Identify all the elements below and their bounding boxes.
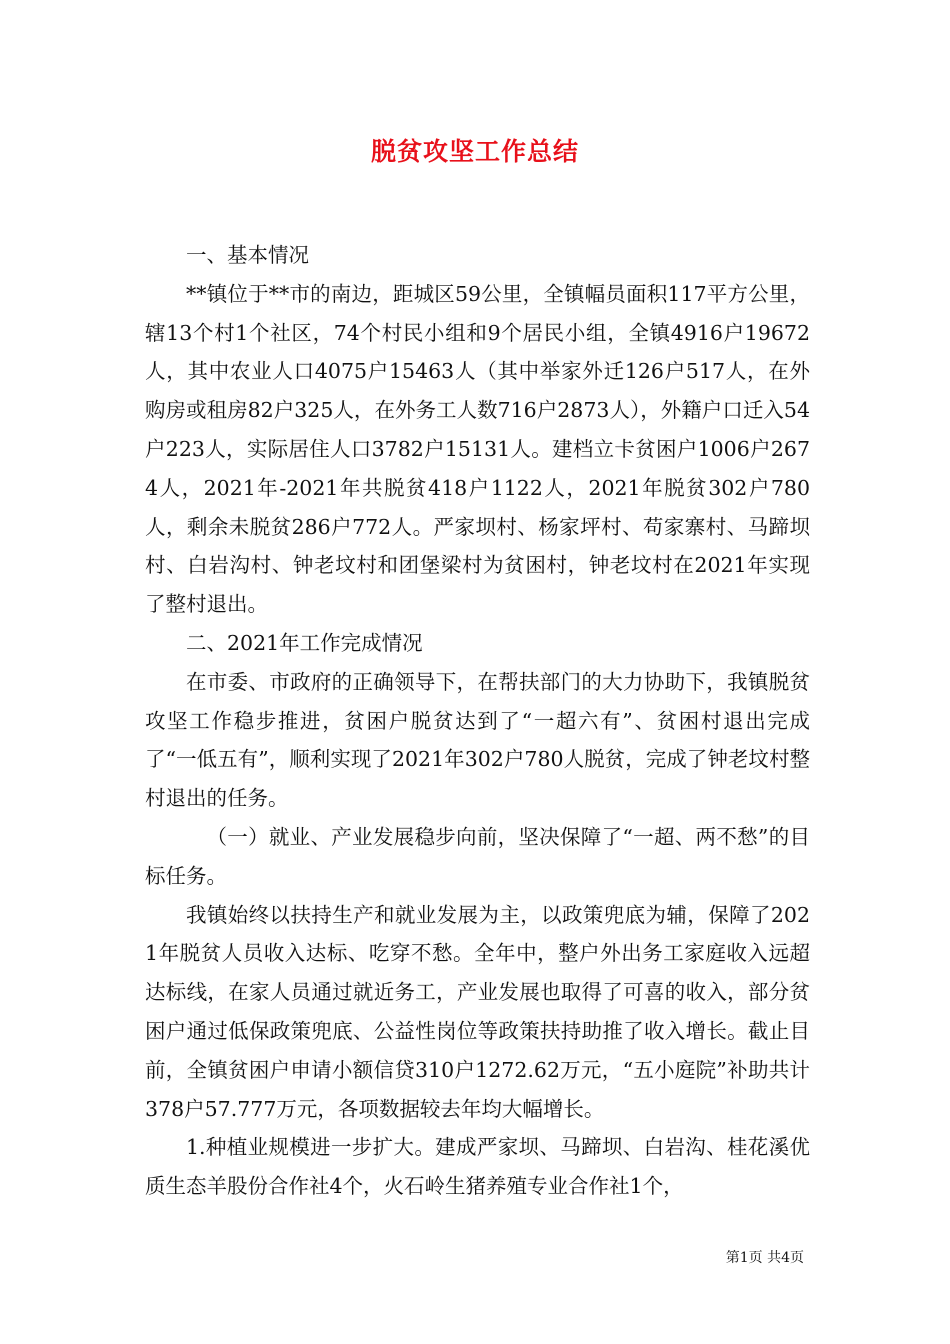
section-heading-2021: 二、2021年工作完成情况 xyxy=(186,630,423,655)
document-body xyxy=(145,236,810,1206)
section-heading-basic: 一、基本情况 xyxy=(186,243,309,267)
document-title: 脱贫攻坚工作总结 xyxy=(370,137,579,166)
paragraph-planting: 1.种植业规模进一步扩大。建成严家坝、马蹄坝、白岩沟、桂花溪优质生态羊股份合作社4个，火石岭生猪养殖专业合作社1个， xyxy=(145,1135,810,1199)
paragraph-employment: 我镇始终以扶持生产和就业发展为主，以政策兜底为辅，保障了2021年脱贫人员收入达标、吃穿不愁。全年中，整户外出务工家庭收入远超达标线，在家人员通过就近务工，产业发展也取得了可喜的收入，部分贫困户通过低保政策兜底、公益性岗位等政策扶持助推了收入增长。截止目前，全镇贫困户申请小额信贷310户1272.62万元，“五小庭院”补助共计378户57.777万元，各项数据较去年均大幅增长。 xyxy=(145,902,810,1121)
paragraph-basic-info: **镇位于**市的南边，距城区59公里，全镇幅员面积117平方公里，辖13个村1个社区，74个村民小组和9个居民小组，全镇4916户19672人，其中农业人口4075户15463人（其中举家外迁126户517人，在外购房或租房82户325人，在外务工人数716户2873人），外籍户口迁入54户223人，实际居住人口3782户15131人。建档立卡贫困户1006户2674人，2021年-2021年共脱贫418户1122人，2021年脱贫302户780人，剩余未脱贫286户772人。严家坝村、杨家坪村、苟家寨村、马蹄坝村、白岩沟村、钟老坟村和团堡梁村为贫困村，钟老坟村在2021年实现了整村退出。 xyxy=(145,281,810,617)
subsection-heading-employment: （一）就业、产业发展稳步向前，坚决保障了“一超、两不愁”的目标任务。 xyxy=(145,824,810,888)
page-number: 第1页 共4页 xyxy=(725,1250,804,1266)
paragraph-overview: 在市委、市政府的正确领导下，在帮扶部门的大力协助下，我镇脱贫攻坚工作稳步推进，贫困户脱贫达到了“一超六有”、贫困村退出完成了“一低五有”，顺利实现了2021年302户780人脱贫，完成了钟老坟村整村退出的任务。 xyxy=(145,669,810,811)
